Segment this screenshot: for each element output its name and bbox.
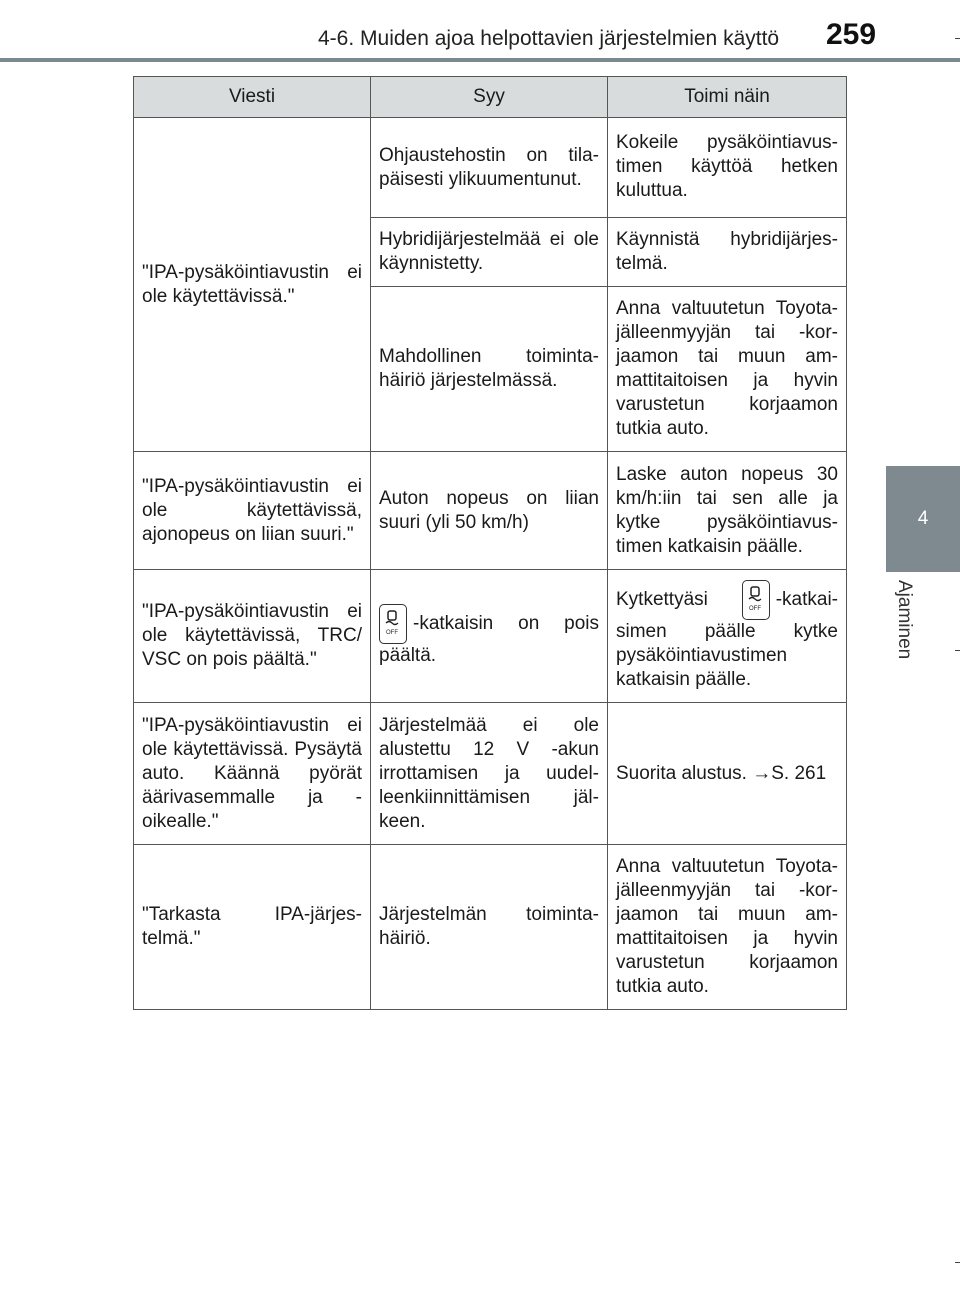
message-cell: "IPA-pysäköintiavustin ei ole käytettävissä, ajonopeus on liian suuri." bbox=[134, 452, 371, 570]
message-cell: "Tarkasta IPA-järjes-telmä." bbox=[134, 845, 371, 1010]
header-rule bbox=[0, 58, 960, 62]
crop-mark bbox=[955, 38, 960, 39]
action-cell: Anna valtuutetun Toyota-jälleenmyyjän tai -kor-jaamon tai muun am-mattitaitoisen ja hyvin varustetun korjaamon tutkia auto. bbox=[608, 287, 847, 452]
chapter-tab bbox=[886, 466, 960, 572]
action-text: -katkai-simen päälle kytke pysäköintiavustimen katkaisin päälle. bbox=[616, 589, 838, 690]
column-header: Syy bbox=[371, 77, 608, 118]
action-cell: Laske auton nopeus 30 km/h:iin tai sen alle ja kytke pysäköintiavus-timen katkaisin päälle. bbox=[608, 452, 847, 570]
cause-cell: Järjestelmän toiminta-häiriö. bbox=[371, 845, 608, 1010]
svg-text:OFF: OFF bbox=[748, 606, 761, 612]
action-cell: Käynnistä hybridijärjes-telmä. bbox=[608, 218, 847, 287]
action-prefix: Kytkettyäsi bbox=[616, 589, 708, 611]
chapter-tab-number: 4 bbox=[917, 508, 929, 529]
table-header-row bbox=[134, 77, 847, 118]
message-cell: "IPA-pysäköintiavustin ei ole käytettävissä." bbox=[134, 118, 371, 452]
crop-mark bbox=[955, 650, 960, 651]
action-cell: Anna valtuutetun Toyota-jälleenmyyjän tai -kor-jaamon tai muun am-mattitaitoisen ja hyvin varustetun korjaamon tutkia auto. bbox=[608, 845, 847, 1010]
message-cell: "IPA-pysäköintiavustin ei ole käytettävissä. Pysäytä auto. Käännä pyörät äärivasemmalle ja -oikealle." bbox=[134, 703, 371, 845]
table-row bbox=[134, 570, 847, 703]
message-table bbox=[133, 76, 847, 1010]
table-row bbox=[134, 845, 847, 1010]
cause-cell bbox=[371, 570, 608, 703]
cause-cell: Auton nopeus on liian suuri (yli 50 km/h) bbox=[371, 452, 608, 570]
action-cell: Kokeile pysäköintiavus-timen käyttöä hetken kuluttua. bbox=[608, 118, 847, 218]
cause-text: -katkaisin on pois päältä. bbox=[379, 613, 599, 666]
chapter-title: 4-6. Muiden ajoa helpottavien järjestelmien käyttö bbox=[318, 27, 780, 50]
vsc-off-icon bbox=[742, 580, 770, 620]
table-row bbox=[134, 452, 847, 570]
cause-cell: Ohjaustehostin on tila-päisesti ylikuumentunut. bbox=[371, 118, 608, 218]
crop-mark bbox=[955, 1262, 960, 1263]
table-row bbox=[134, 703, 847, 845]
action-cell: Suorita alustus. →S. 261 bbox=[608, 703, 847, 845]
page-number: 259 bbox=[826, 18, 877, 51]
cause-cell: Mahdollinen toiminta-häiriö järjestelmässä. bbox=[371, 287, 608, 452]
message-cell: "IPA-pysäköintiavustin ei ole käytettävissä, TRC/ VSC on pois päältä." bbox=[134, 570, 371, 703]
column-header: Viesti bbox=[134, 77, 371, 118]
column-header: Toimi näin bbox=[608, 77, 847, 118]
cause-cell: Järjestelmää ei ole alustettu 12 V -akun irrottamisen ja uudel-leenkiinnittämisen jäl-keen. bbox=[371, 703, 608, 845]
svg-text:OFF: OFF bbox=[386, 630, 398, 636]
vsc-off-icon bbox=[379, 604, 407, 644]
chapter-tab-label: Ajaminen bbox=[894, 580, 915, 660]
table-row bbox=[134, 118, 847, 218]
action-cell bbox=[608, 570, 847, 703]
cause-cell: Hybridijärjestelmää ei ole käynnistetty. bbox=[371, 218, 608, 287]
